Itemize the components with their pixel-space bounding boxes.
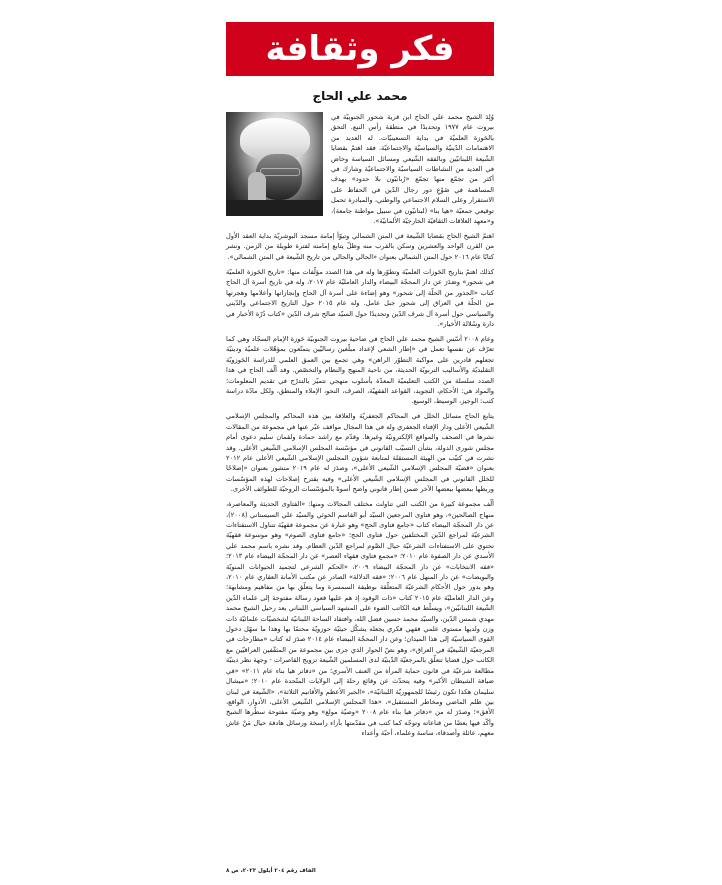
article-page [226,22,494,743]
page-footer: الفاف رقم ٢٠٤ أيلول ٢٠٢٣، ص ٨ [226,868,316,874]
paragraph-2: اهتمّ الشيخ الحاج بقضايا الشّيعة في المتن الشمالي وتبوّأ إمامة مسجد البوشريّة بداية العقد الأول من القرن الواحد والعشرين وسكن بالقرب منه وظلّ يتابع إمامته لفترة طويلة من الزمن. ونشر كتابًا عام ٢٠١٦ حول المتن الشمالي بعنوان «الحالي والحالي من تاريخ الشّيعة في المتن الشمالي». [226,232,494,261]
article-body [226,112,494,739]
paragraph-4: وعام ٢٠٠٨ أسّس الشيخ محمد علي الحاج في ضاحية بيروت الجنوبيّة حَوزة الإمام السجّاد وهي كما تعرّف عن نفسها تعمل في «إطار الشعي لإعداد مبلّغين رساليّين يتمتّعون بمؤهّلات علميّة ودينيّة تجعلهم قادرين على مواكبة التطوّر الراهن» وهي تجمع بين العمق العلمي للدراسة الحَوزويّة التقليديّة والأساليب التربويّة الحديثة، من ناحية المنهج والنظام والتخصّص. وقد ألّف الحاج في هذا الصدد سلسلة من الكتب التعليميّة المعدّة بأسلوب منهجي تتميّز بالتدرّج في تقديم المعلومات؛ والمواد هي: الأحكام، التجويد، القواعد الفقهيّة، الصرف، النحو، الإملاء والمنطق، ولكل مادّة دراسة كتب: الوجيز، الوسيط، الوسيع. [226,334,494,406]
photo-glasses-shape [260,168,300,176]
paragraph-6: ألّف مجموعة كبيرة من الكتب التي تناولت مختلف المجالات ومنها: «الفتاوى الحديثة والمعاصرة، منهاج الصالحين»، وهو فتاوى المرجعين السيّد أبو القاسم الخوئي والسيّد علي السيستاني (٢٠٠٨)، عن دار المحجّة البيضاء كتاب «جامع فتاوى الحج» وهو عبارة عن مجموعة فقهيّة تتناول الاستفتاءات الشرعيّة لمراجع الدّين المختلفين حول فتاوى الحج؛ «جامع فتاوى الصوم» وهو موسوعة فقهيّة تحتوي على الاستفتاءات الشرعيّة حيال الصَّوم لمراجع الدّين العظام. وقد نشره باسم محمد علي الأسدي عن دار الصفوة عام ٢٠١٠؛ «مجمع فتاوى فقهاء العصر» عن دار المحجّة البيضاء عام ٢٠١٣؛ «فقه الانتخابات» عن دار المحجّة البيضاء ٢٠٠٩، «الحكم الشرعي لتجميد الحيوانات المنويّة والبويضات» عن دار المنهل عام ٢٠٠٦؛ «فقه الدلالة» الصادر عن مكتب الأمانة العقاري عام ٢٠١٠، وهو يدور حول الأحكام الشرعيّة المتعلّقة بوظيفة السمسرة وما يتعلّق بها من مفاهيم ومشابهة؛ وعن الدار العامليّة عام ٢٠١٥ كتاب «ذات الوقود إذ هم عليها قعود رسالة مفتوحة إلى علماء الدّين الشّيعة اللبنانيّين»، ويسلّط فيه الكاتب الضوء على المشهد السياسي اللبناني بعد رحيل الشيخ محمد مهدي شمس الدّين، والسيّد محمد حسين فضل الله، وافتقاد الساحة اللبنانيّة لشخصيّات علمائيّة ذات وزن ولديها مستوى علمي فقهي فكري يجعله يشكّل حيثيّة حوزويّة محتمًا بها وهذا ما سهّل دخول القوى السياسيّة إلى هذا الميدان؛ وعن دار المحجّة البيضاء عام ٢٠١٤ صدَرَ له كتاب «مطارحات في المرجعيّة الشّيعيّة في العراق»، وهو نصّ الحوار الذي جرى بين مجموعة من المثقّفين العراقيّين مع الكاتب حول قضايا تتعلّق بالمرجعيّة الدّينيّة لدى المسلمين الشّيعة تزويج القاصرات - وجهة نظر دينيّة مطالعة شرعيّة في قانون حماية المرأة من العنف الأسري؛ من «دفاتر هيا بناء عام ٢٠١١» «في ضيافة الشيطان الأكبر» وفيه يتحدّث عن وقائع رحلة إلى الولايات المتّحدة عام ٢٠١٠؛ «ميشال سليمان هكذا تكون رئيسًا للجمهوريّة اللبنانيّة»، «الحبر الأعظم والأقانيم الثلاثة»، «الشّيعة في لبنان بين ظلم الماضي ومخاطر المستقبل»، «هذا المجلس الإسلامي الشّيعي الأعلى، الأدوار، الواقع، الأفق»؛ وصدَرَ له من «دفاتر هيا بناء عام ٢٠٠٨ «وصيّة مولع» وهو وصيّة مفتوحة سطّرها الشيخ وأكّد فيها بعضًا من قناعاته وتوجّه كما كتب في مقدّمتها بآراء راسخة ورسائل هادفة حيال مَنْ عاش معهم، عائلة وأصدقاء، ساسة وعلماء، أحبّة وأعداء [226,500,495,738]
section-banner [226,22,494,76]
section-title: فكر وثقافة [265,29,455,69]
author-photo [226,112,323,216]
paragraph-1: وُلِدَ الشيخ محمد علي الحاج ابن قرية شحور الجنوبيّة في بيروت عام ١٩٧٧ وتحديدًا في منطقة رأس النبع. التحق بالحَوزة العلميّة في بداية التسعينيّات. له العديد من الاهتمامات الدّينيّة والسياسيّة والاجتماعيّة. فقد اهتمّ بقضايا الشّيعة اللبنانيّين وبالفقه الشّيعي ومسائل السياسة وخاض في العديد من النشاطات السياسيّة والاجتماعيّة وشارك في أكثر من تجمّع منها تجمّع «رُبانيّون بلا حدود» بهدف المساهمة في ضَوْعِ دور رجال الدّين في الحفاظ على الاستقرار وعلى السلام الاجتماعي والوطني، والمبادرة تحمل توقيعي جمعيّة «هيا بنا» (لبنانيّون في سبيل مواطنة جامعة)، و«معهد العلاقات الثقافيّة الخارجيّة الألمانيّة». [331,113,495,226]
photo-robe-shape [226,200,323,216]
author-name: محمد علي الحاج [312,89,408,103]
paragraph-3: كذلك اهتمّ بتاريخ الحَوزات العلميّة وتطوّرها وله في هذا الصدد مؤلّفات منها: «تاريخ الحَوزة العلميّة في شحور» وصَدَرَ عن دار المحجّة البيضاء والدار العامليّة عام ٢٠١٧، وله في تاريخ أسرة آل الحاج كتاب «الجذور من الحلّة إلى شحور» وهو إضاءة على أسرة آل الحاج وإنجازاتها وأعلامها وهجرتها من الحلّة في العراق إلى شحور جبل عامل. وله عام ٢٠١٥ حول التاريخ الاجتماعي والدّيني والسياسي حول أسرة آل شرف الدّين وتحديدًا حول السيّد صالح شرف الدّين «كتاب دُرّة الأخبار في دارة وسُلالة الأخيار». [226,267,495,328]
paragraph-5: يتابع الحاج مسائل الخلل في المحاكم الجعفريّة والعلاقة بين هذه المحاكم والمجلس الإسلامي الشّيعي الأعلى ودار الإفتاء الجعفري وله في هذا المجال مواقف عبّر عنها في مجموعة من المقالات نشرها في الصحف والمواقع الإلكترونيّة وغيرها. وقدّم مع راشد حمادة ولقمان سليم دعوى أمام مجلس شورى الدولة، بشأن التسيّب القانوني في مؤسّسة المجلس الإسلامي الشّيعي الأعلى. وقد نشرت في كتيّب من الهيئة المستقلة لمتابعة شؤون المجلس الإسلامي الشّيعي الأعلى عام ٢٠١٢ بعنوان «قضيّة المجلس الإسلامي الشّيعي الأعلى»، وصدَرَ له عام ٢٠١٩ منشور بعنوان «إصلاحًا للخلل القانوني في المجلس الإسلامي الشّيعي الأعلى» وفيه يقترح إصلاحات لهذه المؤسّسات وربطها ببعضها ببعضها الآخر ضمن إطار قانوني واضح أسوةً بالمؤسّسات الروحيّة للطوائف الأخرى. [226,412,494,494]
